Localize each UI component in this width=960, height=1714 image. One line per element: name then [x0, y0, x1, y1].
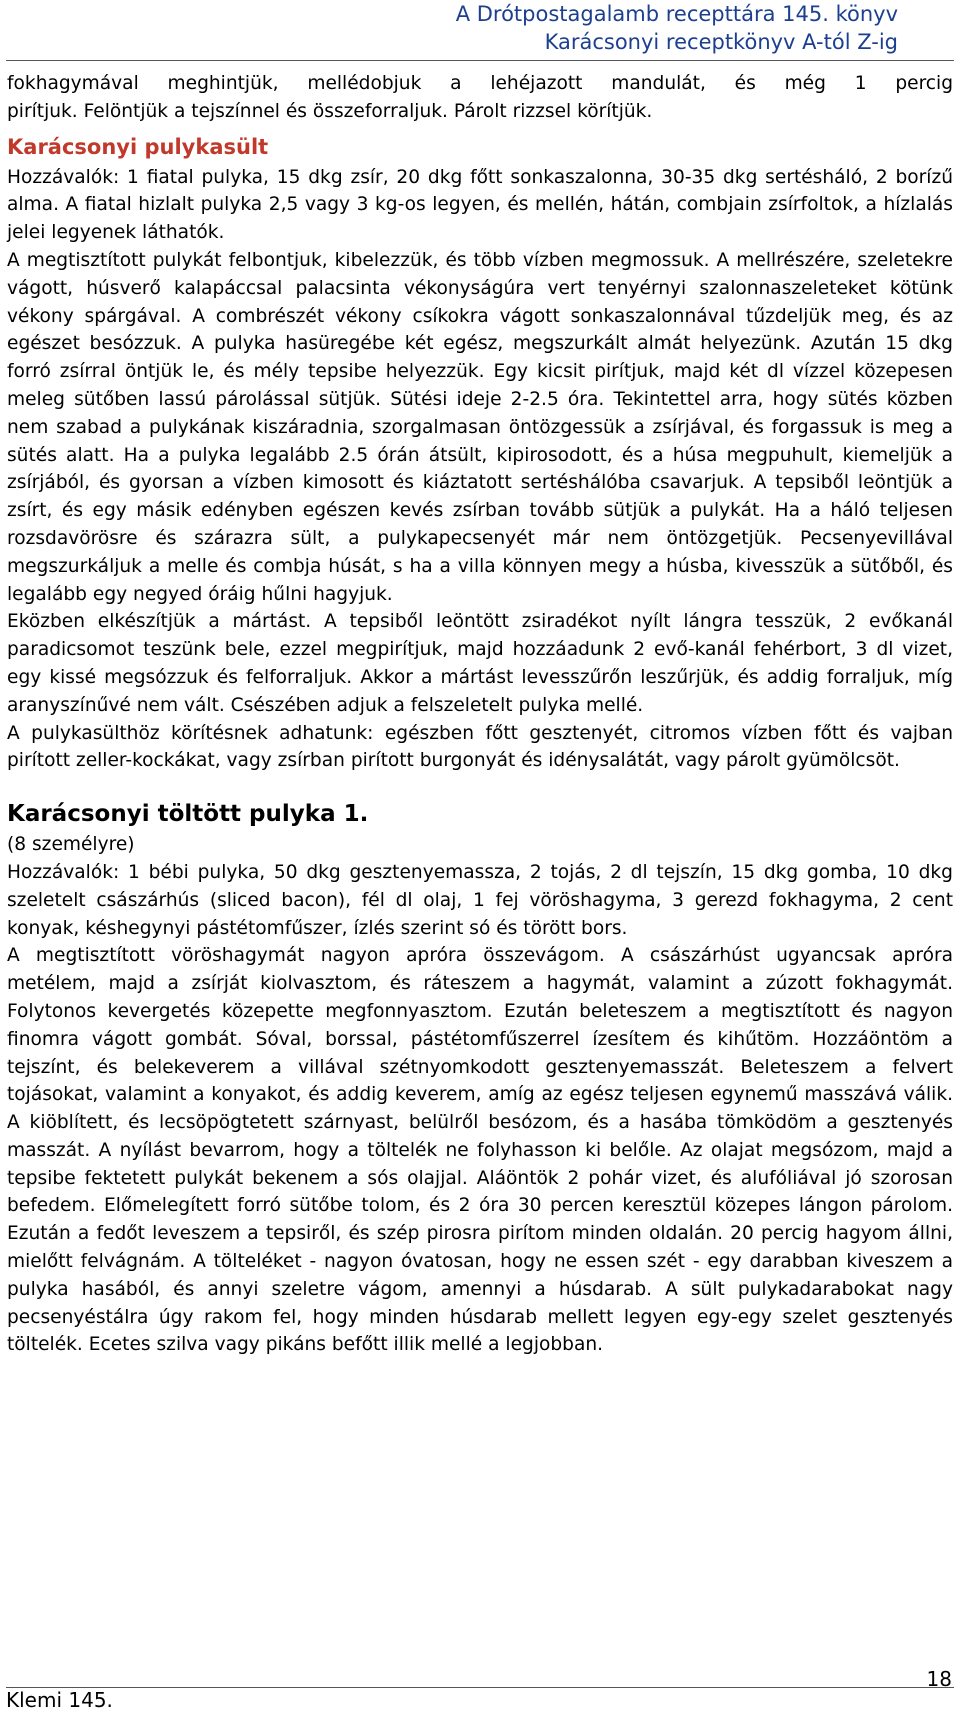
footer-author: Klemi 145.: [6, 1688, 113, 1712]
recipe1-ingredients: Hozzávalók: 1 fiatal pulyka, 15 dkg zsír, 20 dkg főtt sonkaszalonna, 30-35 dkg sertésháló, 2 borízű alma. A fiatal hizlalt pulyka 2,5 vagy 3 kg-os legyen, és mellén, hátán, combjain zsírfoltok, a hízlalás jelei legyenek láthatók.: [7, 166, 953, 244]
recipe2-ingredients: Hozzávalók: 1 bébi pulyka, 50 dkg gesztenyemassza, 2 tojás, 2 dl tejszín, 15 dkg gomba, 10 dkg szeletelt császárhús (sliced bacon), fél dl olaj, 1 fej vöröshagyma, 3 gerezd fokhagyma, 2 cent konyak, késhegynyi pástétomfűszer, ízlés szerint só és törött bors.: [7, 861, 953, 939]
header-book-title: A Drótpostagalamb recepttára 145. könyv: [455, 2, 898, 26]
footer-divider: [6, 1687, 954, 1688]
recipe1-garnish: A pulykasülthöz körítésnek adhatunk: egészben főtt gesztenyét, citromos vízben főtt és vajban pirított zeller-kockákat, vagy zsírban pirított burgonyát és idénysalátát, vagy párolt gyümölcsöt.: [7, 722, 953, 772]
recipe1-method: A megtisztított pulykát felbontjuk, kibelezzük, és több vízben megmossuk. A mellrészére, szeletekre vágott, húsverő kalapáccsal palacsinta vékonyságúra vert tenyérnyi szalonnaszeleteket kötünk vékony spárgával. A combrészét vékony csíkokra vágott sonkaszalonnával tűzdeljük meg, és az egészet besózzuk. A pulyka hasüregébe két egész, megszurkált almát helyezünk. Azután 15 dkg forró zsírral öntjük le, és mély tepsibe helyezzük. Egy kicsit pirítjuk, majd két dl vízzel közepesen meleg sütőben lassú párolással sütjük. Sütési ideje 2-2.5 óra. Tekintettel arra, hogy sütés közben nem szabad a pulykának kiszáradnia, szorgalmasan öntözgessük a zsírjával, és forgassuk is meg a sütés alatt. Ha a pulyka legalább 2.5 órán átsült, kipirosodott, és a húsa megpuhult, kiemeljük a zsírjából, és gyorsan a vízben kimosott és kiáztatott sertéshálóba csavarjuk. A tepsiből leöntjük a zsírt, és egy másik edényben egészen kevés zsírban tovább sütjük a pulykát. Ha a háló teljesen rozsdavörösre és szárazra sült, a pulykapecsenyét már nem öntözgetjük. Pecsenyevillával megszurkáljuk a melle és combja húsát, s ha a villa könnyen megy a húsba, kivesszük a sütőből, és legalább egy negyed óráig hűlni hagyjuk.: [7, 249, 953, 605]
recipe1-sauce: Eközben elkészítjük a mártást. A tepsiből leöntött zsiradékot nyílt lángra tesszük, 2 evőkanál paradicsomot teszünk bele, ezzel megpirítjuk, majd hozzáadunk 2 evő-kanál fehérbort, 3 dl vizet, egy kissé megsózzuk és felforraljuk. Akkor a mártást levesszűrőn leszűrjük, és addig forraljuk, míg aranyszínűvé nem vált. Csészében adjuk a felszeletelt pulyka mellé.: [7, 611, 953, 716]
header-book-subtitle: Karácsonyi receptkönyv A-tól Z-ig: [544, 30, 898, 54]
header-divider: [6, 60, 954, 61]
page-number: 18: [926, 1667, 952, 1691]
page-content: [7, 70, 953, 1359]
recipe-title-toltott-pulyka: Karácsonyi töltött pulyka 1.: [7, 801, 369, 828]
page-header: [298, 0, 898, 56]
intro-line-2: pirítjuk. Felöntjük a tejszínnel és összeforraljuk. Párolt rizzsel körítjük.: [7, 100, 653, 122]
intro-line-1: fokhagymával meghintjük, mellédobjuk a lehéjazott mandulát, és még 1 percig: [7, 73, 953, 94]
recipe-title-pulykasult: Karácsonyi pulykasült: [7, 134, 269, 159]
recipe2-method: A megtisztított vöröshagymát nagyon apróra összevágom. A császárhúst ugyancsak apróra metélem, majd a zsírját kiolvasztom, és ráteszem a hagymát, valamint a zúzott fokhagymát. Folytonos kevergetés közepette megfonnyasztom. Ezután beleteszem a megtisztított és nagyon finomra vágott gombát. Sóval, borssal, pástétomfűszerrel ízesítem és kihűtöm. Hozzáöntöm a tejszínt, és belekeverem a villával szétnyomkodott gesztenyemasszát. Beleteszem a felvert tojásokat, valamint a konyakot, és addig keverem, amíg az egész teljesen egynemű masszává válik. A kiöblített, és lecsöpögtetett szárnyast, belülről besózom, és a hasába tömködöm a gesztenyés masszát. A nyílást bevarrom, hogy a töltelék ne folyhasson ki belőle. Az olajat megsózom, majd a tepsibe fektetett pulykát bekenem a sós olajjal. Aláöntök 2 pohár vizet, és alufóliával jó szorosan befedem. Előmelegített forró sütőbe tolom, és 2 óra 30 percen keresztül közepes lángon párolom. Ezután a fedőt leveszem a tepsiről, és szép pirosra pirítom minden oldalán. 20 percig hagyom állni, mielőtt felvágnám. A tölteléket - nagyon óvatosan, hogy ne essen szét - egy darabban kiveszem a pulyka hasából, és annyi szeletre vágom, amennyi a húsdarab. A sült pulykadarabokat nagy pecsenyéstálra úgy rakom fel, hogy minden húsdarab mellett legyen egy-egy szelet gesztenyés töltelék. Ecetes szilva vagy pikáns befőtt illik mellé a legjobban.: [7, 945, 953, 1356]
recipe2-servings: (8 személyre): [7, 834, 135, 856]
